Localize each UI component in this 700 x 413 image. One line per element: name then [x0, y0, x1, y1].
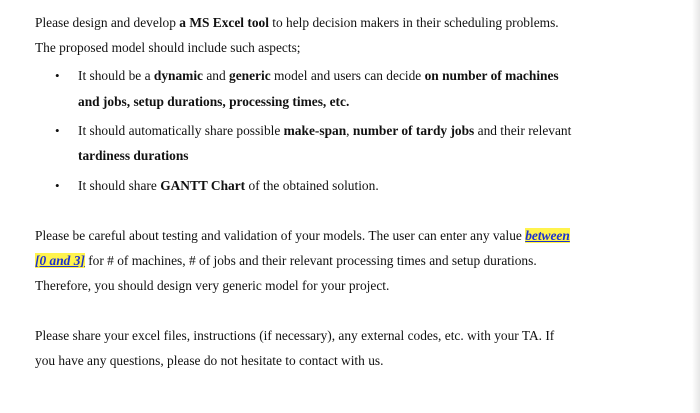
text: It should share	[78, 178, 161, 193]
text: Please design and develop	[35, 15, 180, 30]
para3-line-2: you have any questions, please do not hesitate to contact with us.	[35, 353, 384, 368]
text: to help decision makers in their scheduling problems.	[268, 15, 559, 30]
bold: tardiness durations	[78, 148, 189, 163]
text: It should automatically share possible	[78, 123, 284, 138]
bullet-1-line-2	[78, 94, 349, 110]
bold: number of tardy jobs	[352, 123, 475, 138]
intro-line-2: The proposed model should include such aspects;	[35, 40, 301, 55]
bold: on number of machines	[424, 68, 559, 83]
highlight-between: between	[525, 228, 570, 243]
text: of the obtained solution.	[245, 178, 379, 193]
text: It should be a	[78, 68, 154, 83]
bullet-1-line-1	[78, 68, 559, 84]
bullet-2-line-1	[78, 123, 571, 139]
para3-line-1: Please share your excel files, instructions (if necessary), any external codes, etc. with your TA. If	[35, 328, 555, 343]
intro-line-1	[35, 15, 559, 31]
bold: GANTT Chart	[160, 178, 246, 193]
bold: generic	[229, 68, 271, 83]
bullet-3-line-1	[78, 178, 379, 194]
text: Please be careful about testing and validation of your models. The user can enter any value	[35, 228, 526, 243]
text: ,	[346, 123, 353, 138]
text: model and users can decide	[270, 68, 425, 83]
bold: make-span	[283, 123, 347, 138]
bullet-2-line-2	[78, 148, 189, 164]
bold: dynamic	[153, 68, 203, 83]
bullet-icon: •	[55, 68, 60, 83]
bold: and jobs, setup durations, processing times, etc.	[78, 94, 350, 109]
text: and	[202, 68, 230, 83]
bullet-icon: •	[55, 178, 60, 193]
text: for # of machines, # of jobs and their relevant processing times and setup durations.	[84, 253, 537, 268]
para2-line-2	[35, 253, 537, 269]
para2-line-1	[35, 228, 570, 244]
para2-line-3: Therefore, you should design very generic model for your project.	[35, 278, 390, 293]
tool-bold: a MS Excel tool	[179, 15, 269, 30]
highlight-range: [0 and 3]	[35, 253, 85, 268]
page-edge-shadow	[692, 0, 700, 413]
text: and their relevant	[474, 123, 572, 138]
bullet-icon: •	[55, 123, 60, 138]
